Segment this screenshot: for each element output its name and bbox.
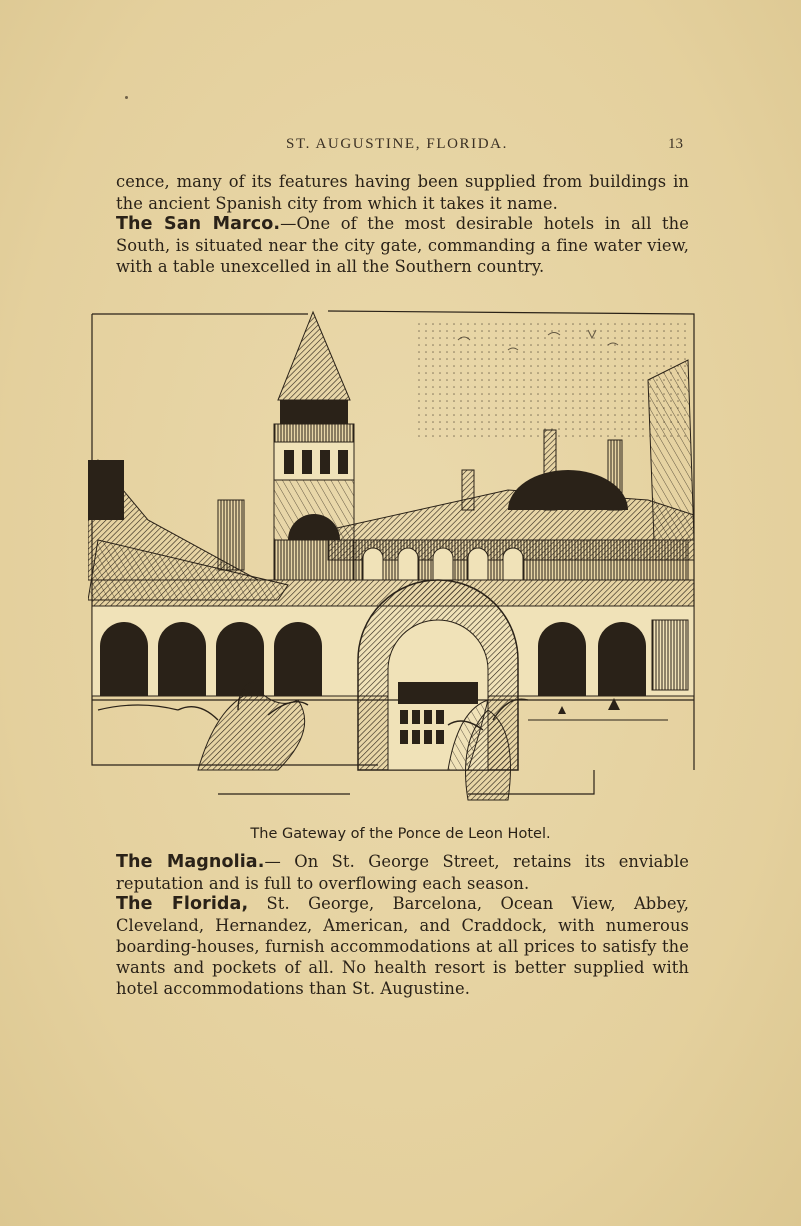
paragraph-magnolia (116, 851, 689, 894)
paragraph-continuation (116, 171, 689, 214)
page-number: 13 (668, 136, 683, 152)
paragraph-heading: The Florida, (116, 894, 249, 914)
ink-speck (125, 96, 128, 99)
paragraph-heading: The San Marco. (116, 214, 281, 234)
paragraph-text: St. George, Barcelona, Ocean View, Abbey, Cleveland, Hernandez, American, and Craddock, with numerous boarding-houses, furnish accommodations at all prices to satisfy the wants and pockets of all. No health resort is better supplied with hotel accommodations than St. Augustine. (116, 894, 689, 998)
paragraph-text: —One of the most desirable hotels in all the South, is situated near the city gate, commanding a fine water view, with a table unexcelled in all the Southern country. (116, 214, 689, 276)
paragraph-san-marco (116, 213, 689, 277)
running-title: ST. AUGUSTINE, FLORIDA. (286, 136, 508, 152)
running-head (0, 136, 801, 158)
paragraph-heading: The Magnolia. (116, 852, 265, 872)
paragraph-florida (116, 893, 689, 999)
paragraph-text: — On St. George Street, retains its enviable reputation and is full to overflowing each season. (116, 852, 689, 893)
figure-caption: The Gateway of the Ponce de Leon Hotel. (250, 826, 551, 842)
engraving-ponce-de-leon-gateway (88, 300, 700, 820)
paragraph-text: cence, many of its features having been supplied from buildings in the ancient Spanish city from which it takes it name. (116, 172, 689, 213)
